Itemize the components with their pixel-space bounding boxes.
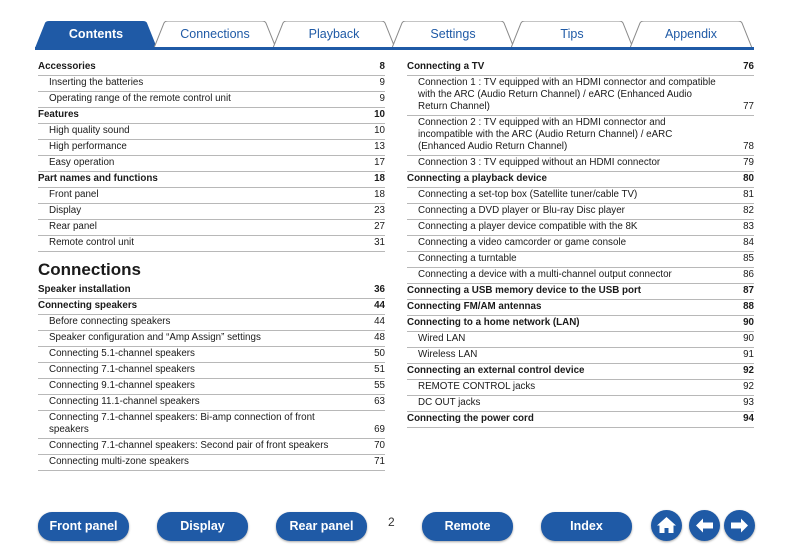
toc-entry-wired-lan[interactable] — [407, 332, 754, 348]
toc-entry-title: Connecting an external control device — [407, 365, 585, 376]
toc-entry-connection-1-tv-equipped-with-an-hdmi-co[interactable] — [407, 76, 754, 116]
toc-entry-title: High quality sound — [49, 125, 130, 136]
toc-entry-title: Connecting FM/AM antennas — [407, 301, 542, 312]
toc-entry-title: Connecting a TV — [407, 61, 485, 72]
toc-entry-title: Before connecting speakers — [49, 316, 171, 327]
previous-page-button[interactable] — [689, 510, 720, 541]
toc-entry-title: Inserting the batteries — [49, 77, 144, 88]
toc-entry-connecting-a-video-camcorder-or-game-con[interactable] — [407, 236, 754, 252]
toc-entry-front-panel[interactable] — [38, 188, 385, 204]
toc-entry-high-quality-sound[interactable] — [38, 124, 385, 140]
toc-entry-page: 10 — [374, 109, 385, 120]
toc-entry-connecting-a-set-top-box-satellite-tuner[interactable] — [407, 188, 754, 204]
toc-entry-page: 92 — [743, 365, 754, 376]
tab-label: Appendix — [664, 27, 718, 41]
toc-entry-page: 55 — [374, 380, 385, 391]
tab-appendix[interactable] — [630, 21, 752, 48]
toc-entry-title: Connecting 7.1-channel speakers: Second pair of front speakers — [49, 440, 329, 451]
toc-heading-connecting-an-external-control-device[interactable] — [407, 364, 754, 380]
toc-entry-title: DC OUT jacks — [418, 397, 481, 408]
toc-entry-title: High performance — [49, 141, 127, 152]
toc-entry-title: Features — [38, 109, 79, 120]
toc-entry-title: Speaker configuration and “Amp Assign” settings — [49, 332, 261, 343]
tab-contents[interactable] — [35, 21, 157, 48]
toc-entry-page: 94 — [743, 413, 754, 424]
toc-entry-title: REMOTE CONTROL jacks — [418, 381, 536, 392]
toc-heading-connecting-a-tv[interactable] — [407, 60, 754, 76]
toc-heading-speaker-installation[interactable] — [38, 283, 385, 299]
toc-entry-title: Operating range of the remote control unit — [49, 93, 231, 104]
toc-entry-page: 17 — [374, 157, 385, 168]
tab-tips[interactable] — [511, 21, 633, 48]
toc-entry-connecting-multi-zone-speakers[interactable] — [38, 455, 385, 471]
toc-entry-display[interactable] — [38, 204, 385, 220]
toc-entry-before-connecting-speakers[interactable] — [38, 315, 385, 331]
toc-entry-page: 27 — [374, 221, 385, 232]
toc-left-column — [38, 60, 385, 471]
toc-entry-title: Connecting a USB memory device to the USB port — [407, 285, 642, 296]
toc-entry-title: Connecting 7.1-channel speakers: Bi-amp connection of front speakers — [49, 412, 315, 435]
toc-entry-title: Connection 2 : TV equipped with an HDMI connector and incompatible with the ARC (Audio Return Channel) / eARC (Enhanced Audio Return Channel) — [418, 117, 673, 152]
toc-entry-title: Connection 3 : TV equipped without an HDMI connector — [418, 157, 661, 168]
toc-entry-page: 10 — [374, 125, 385, 136]
next-page-button[interactable] — [724, 510, 755, 541]
toc-entry-title: Connecting 7.1-channel speakers — [49, 364, 195, 375]
toc-entry-page: 85 — [743, 253, 754, 264]
toc-entry-title: Connecting to a home network (LAN) — [407, 317, 580, 328]
toc-group-devices — [407, 60, 754, 428]
tab-label: Connections — [180, 27, 250, 41]
toc-entry-page: 76 — [743, 61, 754, 72]
toc-entry-title: Rear panel — [49, 221, 97, 232]
toc-entry-title: Connecting a DVD player or Blu-ray Disc player — [418, 205, 625, 216]
toc-entry-page: 82 — [743, 205, 754, 216]
toc-entry-connecting-7-1-channel-speakers-bi-amp-c[interactable] — [38, 411, 385, 439]
toc-entry-page: 90 — [743, 333, 754, 344]
toc-entry-page: 63 — [374, 396, 385, 407]
toc-entry-title: Display — [49, 205, 82, 216]
toc-heading-connecting-to-a-home-network-lan[interactable] — [407, 316, 754, 332]
toc-entry-page: 90 — [743, 317, 754, 328]
toc-entry-title: Speaker installation — [38, 284, 131, 295]
toc-entry-title: Connecting a player device compatible with the 8K — [418, 221, 638, 232]
toc-entry-title: Connecting 5.1-channel speakers — [49, 348, 195, 359]
page-number: 2 — [388, 515, 395, 529]
toc-entry-title: Wireless LAN — [418, 349, 478, 360]
home-button[interactable] — [651, 510, 682, 541]
tab-label: Contents — [68, 27, 124, 41]
toc-entry-connecting-a-turntable[interactable] — [407, 252, 754, 268]
toc-entry-title: Connecting a video camcorder or game console — [418, 237, 627, 248]
display-button[interactable]: Display — [157, 512, 248, 541]
toc-entry-title: Connecting a device with a multi-channel output connector — [418, 269, 672, 280]
toc-entry-title: Connecting 11.1-channel speakers — [49, 396, 200, 407]
toc-entry-page: 9 — [379, 77, 385, 88]
toc-entry-page: 91 — [743, 349, 754, 360]
toc-heading-connecting-fm-am-antennas[interactable] — [407, 300, 754, 316]
toc-entry-easy-operation[interactable] — [38, 156, 385, 172]
toc-heading-features[interactable] — [38, 108, 385, 124]
toc-entry-page: 9 — [379, 93, 385, 104]
toc-entry-connecting-9-1-channel-speakers[interactable] — [38, 379, 385, 395]
toc-entry-page: 31 — [374, 237, 385, 248]
toc-entry-page: 23 — [374, 205, 385, 216]
toc-entry-page: 44 — [374, 300, 385, 311]
toc-heading-accessories[interactable] — [38, 60, 385, 76]
toc-entry-title: Front panel — [49, 189, 99, 200]
toc-entry-connection-2-tv-equipped-with-an-hdmi-co[interactable] — [407, 116, 754, 156]
toc-heading-part-names-and-functions[interactable] — [38, 172, 385, 188]
toc-entry-page: 79 — [743, 157, 754, 168]
toc-entry-connecting-a-dvd-player-or-blu-ray-disc-[interactable] — [407, 204, 754, 220]
toc-entry-connecting-a-player-device-compatible-wi[interactable] — [407, 220, 754, 236]
tab-label: Settings — [430, 27, 476, 41]
toc-entry-title: Connecting speakers — [38, 300, 138, 311]
toc-heading-connecting-a-playback-device[interactable] — [407, 172, 754, 188]
arrow-left-icon — [689, 510, 720, 541]
toc-entry-page: 93 — [743, 397, 754, 408]
toc-entry-wireless-lan[interactable] — [407, 348, 754, 364]
toc-entry-connecting-5-1-channel-speakers[interactable] — [38, 347, 385, 363]
tab-connections[interactable] — [154, 21, 276, 48]
toc-entry-page: 36 — [374, 284, 385, 295]
toc-entry-connecting-7-1-channel-speakers[interactable] — [38, 363, 385, 379]
toc-entry-title: Accessories — [38, 61, 96, 72]
rear-panel-button[interactable]: Rear panel — [276, 512, 367, 541]
toc-group-connections — [38, 283, 385, 471]
toc-entry-page: 48 — [374, 332, 385, 343]
toc-right-column — [407, 60, 754, 428]
toc-entry-page: 81 — [743, 189, 754, 200]
toc-entry-page: 88 — [743, 301, 754, 312]
front-panel-button[interactable]: Front panel — [38, 512, 129, 541]
toc-entry-title: Connection 1 : TV equipped with an HDMI connector and compatible with the ARC (Audio Return Channel) / eARC (Enhanced Audio Return Channel) — [418, 77, 716, 112]
toc-entry-page: 8 — [379, 61, 385, 72]
toc-entry-page: 80 — [743, 173, 754, 184]
toc-entry-page: 51 — [374, 364, 385, 375]
toc-entry-connecting-a-device-with-a-multi-channel[interactable] — [407, 268, 754, 284]
remote-button[interactable]: Remote — [422, 512, 513, 541]
toc-entry-page: 86 — [743, 269, 754, 280]
toc-entry-page: 18 — [374, 189, 385, 200]
toc-entry-title: Part names and functions — [38, 173, 158, 184]
toc-entry-high-performance[interactable] — [38, 140, 385, 156]
toc-entry-operating-range-of-the-remote-control-un[interactable] — [38, 92, 385, 108]
toc-entry-speaker-configuration-and-amp-assign-set[interactable] — [38, 331, 385, 347]
tab-playback[interactable] — [273, 21, 395, 48]
toc-entry-title: Connecting multi-zone speakers — [49, 456, 189, 467]
toc-entry-title: Remote control unit — [49, 237, 134, 248]
toc-entry-remote-control-jacks[interactable] — [407, 380, 754, 396]
toc-entry-rear-panel[interactable] — [38, 220, 385, 236]
toc-entry-connection-3-tv-equipped-without-an-hdmi[interactable] — [407, 156, 754, 172]
toc-entry-page: 69 — [374, 424, 385, 435]
toc-entry-remote-control-unit[interactable] — [38, 236, 385, 252]
toc-entry-inserting-the-batteries[interactable] — [38, 76, 385, 92]
toc-entry-page: 78 — [743, 141, 754, 152]
toc-entry-page: 77 — [743, 101, 754, 112]
toc-entry-page: 92 — [743, 381, 754, 392]
toc-heading-connecting-a-usb-memory-device-to-the-us[interactable] — [407, 284, 754, 300]
toc-entry-connecting-11-1-channel-speakers[interactable] — [38, 395, 385, 411]
toc-entry-page: 44 — [374, 316, 385, 327]
toc-entry-title: Connecting 9.1-channel speakers — [49, 380, 195, 391]
arrow-right-icon — [724, 510, 755, 541]
tab-label: Playback — [308, 27, 360, 41]
toc-entry-connecting-7-1-channel-speakers-second-p[interactable] — [38, 439, 385, 455]
toc-entry-title: Connecting a turntable — [418, 253, 517, 264]
toc-entry-title: Connecting the power cord — [407, 413, 534, 424]
tab-underline — [35, 47, 754, 50]
home-icon — [651, 510, 682, 541]
toc-heading-connecting-speakers[interactable] — [38, 299, 385, 315]
toc-entry-page: 50 — [374, 348, 385, 359]
tab-bar — [0, 0, 791, 52]
toc-entry-dc-out-jacks[interactable] — [407, 396, 754, 412]
tab-label: Tips — [560, 27, 584, 41]
section-title-connections: Connections — [38, 260, 141, 279]
toc-entry-page: 87 — [743, 285, 754, 296]
toc-entry-title: Easy operation — [49, 157, 115, 168]
toc-entry-title: Connecting a set-top box (Satellite tuner/cable TV) — [418, 189, 638, 200]
toc-entry-page: 84 — [743, 237, 754, 248]
toc-entry-page: 70 — [374, 440, 385, 451]
toc-entry-page: 13 — [374, 141, 385, 152]
toc-entry-title: Connecting a playback device — [407, 173, 547, 184]
index-button[interactable]: Index — [541, 512, 632, 541]
tab-settings[interactable] — [392, 21, 514, 48]
toc-heading-connecting-the-power-cord[interactable] — [407, 412, 754, 428]
toc-entry-title: Wired LAN — [418, 333, 466, 344]
toc-entry-page: 71 — [374, 456, 385, 467]
toc-entry-page: 18 — [374, 173, 385, 184]
toc-group-getting-started — [38, 60, 385, 252]
toc-entry-page: 83 — [743, 221, 754, 232]
